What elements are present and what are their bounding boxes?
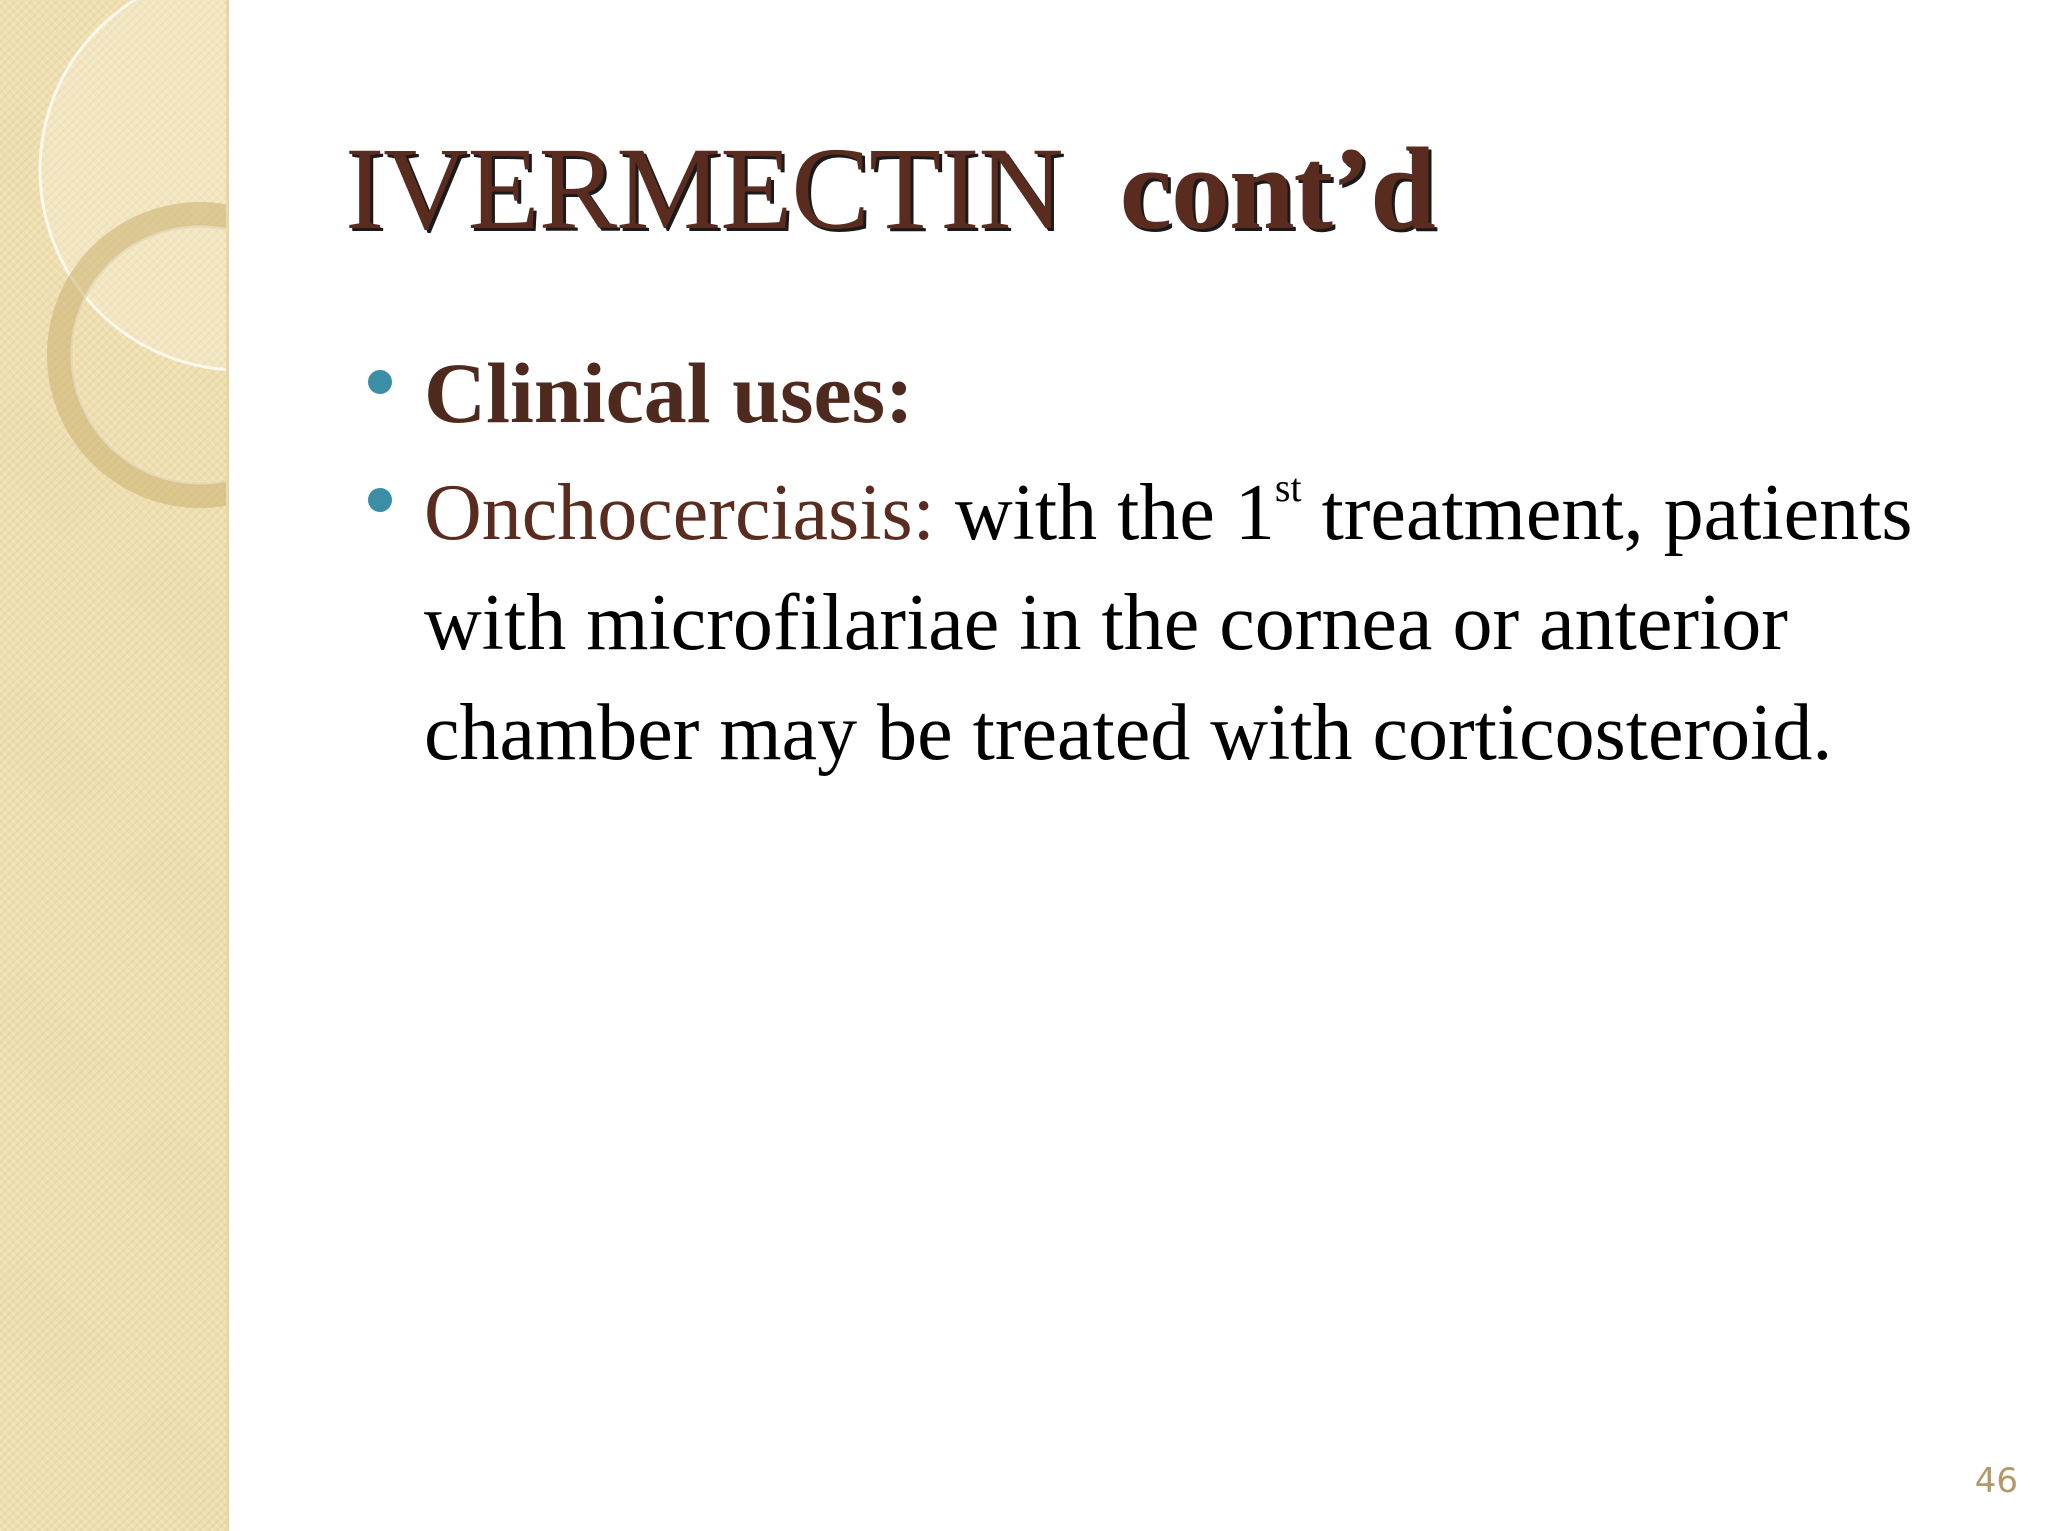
decorative-sidebar — [0, 0, 229, 1531]
bullet-text-part: treatment, patients with microfilariae in the cornea or anterior chamber may be treated with corticosteroid. — [424, 468, 1913, 777]
bullet-list — [360, 340, 2000, 798]
bullet-dot-icon — [368, 488, 392, 512]
bullet-item-clinical-uses — [360, 340, 2000, 448]
slide-title — [345, 123, 1435, 254]
superscript: st — [1274, 464, 1302, 510]
title-main: IVERMECTIN — [345, 123, 1063, 254]
bullet-text — [424, 464, 1913, 777]
bullet-text-part: with the 1 — [934, 468, 1275, 557]
bullet-dot-icon — [368, 370, 392, 394]
page-number: 46 — [1974, 1461, 2018, 1501]
title-cont: cont’d — [1119, 123, 1435, 254]
bullet-item-onchocerciasis — [360, 458, 2000, 788]
decorative-rings-graphic — [0, 0, 226, 520]
bullet-text: Clinical uses: — [424, 345, 914, 441]
bullet-term: Onchocerciasis: — [424, 468, 935, 557]
